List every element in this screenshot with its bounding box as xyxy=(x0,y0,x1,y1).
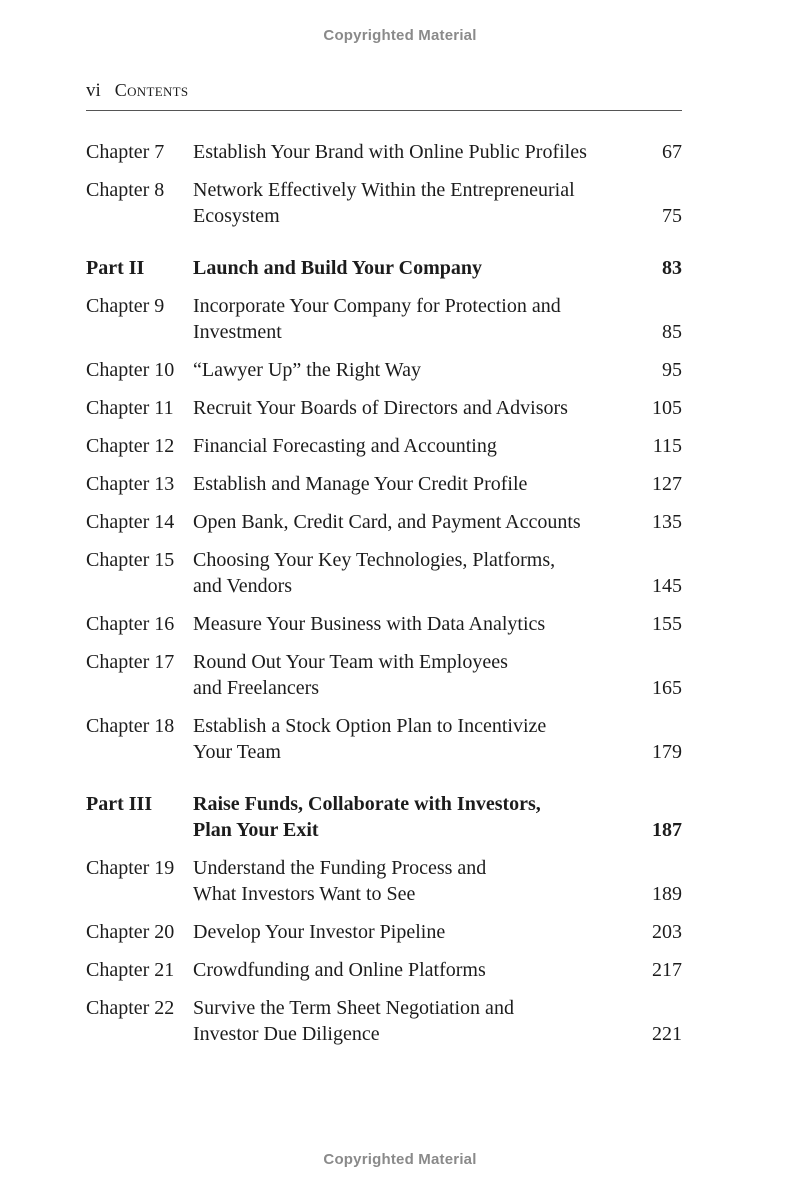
toc-entry-label: Chapter 18 xyxy=(86,715,175,737)
toc-entry-title xyxy=(193,255,623,281)
toc-entry-title-line: Network Effectively Within the Entrepreneurial xyxy=(193,179,575,201)
toc-entry-label: Chapter 15 xyxy=(86,549,175,571)
toc-entry-title-line: Plan Your Exit xyxy=(193,819,319,841)
toc-entry-title-line: Establish Your Brand with Online Public Profiles xyxy=(193,141,587,163)
toc-entry-page-number: 67 xyxy=(662,141,682,163)
toc-chapter-entry xyxy=(86,433,682,459)
toc-chapter-entry xyxy=(86,357,682,383)
toc-chapter-entry xyxy=(86,139,682,165)
toc-entry-label: Chapter 17 xyxy=(86,651,175,673)
toc-entry-title-line: Recruit Your Boards of Directors and Advisors xyxy=(193,397,568,419)
toc-part-entry xyxy=(86,791,682,843)
toc-entry-title-line: Understand the Funding Process and xyxy=(193,857,487,879)
toc-entry-label: Chapter 16 xyxy=(86,613,175,635)
toc-entry-page-number: 127 xyxy=(652,473,682,495)
toc-entry-title-line: Round Out Your Team with Employees xyxy=(193,651,508,673)
toc-entry-title xyxy=(193,649,623,701)
running-head xyxy=(86,80,682,102)
toc-entry-title-line: Survive the Term Sheet Negotiation and xyxy=(193,997,514,1019)
toc-chapter-entry xyxy=(86,919,682,945)
toc-entry-page-number: 179 xyxy=(652,741,682,763)
toc-part-entry xyxy=(86,255,682,281)
toc-entry-title xyxy=(193,471,623,497)
toc-entry-page-number: 189 xyxy=(652,883,682,905)
toc-chapter-entry xyxy=(86,293,682,345)
toc-entry-title-line: Measure Your Business with Data Analytics xyxy=(193,613,546,635)
page-folio: vi xyxy=(86,80,101,101)
toc-entry-title-line: Raise Funds, Collaborate with Investors, xyxy=(193,793,541,815)
toc-entry-page-number: 217 xyxy=(652,959,682,981)
toc-chapter-entry xyxy=(86,547,682,599)
toc-entry-label: Chapter 8 xyxy=(86,179,165,201)
toc-entry-label: Chapter 9 xyxy=(86,295,165,317)
toc-entry-label: Chapter 20 xyxy=(86,921,175,943)
toc-entry-page-number: 83 xyxy=(662,257,682,279)
toc-chapter-entry xyxy=(86,957,682,983)
toc-entry-label: Chapter 14 xyxy=(86,511,175,533)
toc-entry-page-number: 145 xyxy=(652,575,682,597)
toc-chapter-entry xyxy=(86,995,682,1047)
toc-chapter-entry xyxy=(86,509,682,535)
toc-entry-page-number: 155 xyxy=(652,613,682,635)
watermark-top: Copyrighted Material xyxy=(323,27,477,44)
toc-chapter-entry xyxy=(86,395,682,421)
toc-entry-title xyxy=(193,177,623,229)
toc-entry-title-line: Ecosystem xyxy=(193,205,280,227)
toc-entry-label: Chapter 19 xyxy=(86,857,175,879)
toc-chapter-entry xyxy=(86,471,682,497)
toc-entry-title-line: Open Bank, Credit Card, and Payment Accounts xyxy=(193,511,581,533)
toc-entry-label: Chapter 10 xyxy=(86,359,175,381)
toc-entry-title-line: and Freelancers xyxy=(193,677,320,699)
toc-entry-page-number: 85 xyxy=(662,321,682,343)
watermark-bottom: Copyrighted Material xyxy=(323,1151,477,1168)
toc-chapter-entry xyxy=(86,177,682,229)
toc-entry-title-line: Establish and Manage Your Credit Profile xyxy=(193,473,528,495)
toc-entry-page-number: 203 xyxy=(652,921,682,943)
header-rule xyxy=(86,110,682,111)
toc-entry-title xyxy=(193,957,623,983)
toc-entry-title-line: Investor Due Diligence xyxy=(193,1023,380,1045)
toc-entry-title xyxy=(193,357,623,383)
toc-entry-title xyxy=(193,919,623,945)
toc-entry-label: Part II xyxy=(86,257,145,279)
toc-entry-title xyxy=(193,855,623,907)
toc-chapter-entry xyxy=(86,713,682,765)
toc-entry-label: Chapter 12 xyxy=(86,435,175,457)
toc-entry-title xyxy=(193,547,623,599)
toc-entry-label: Chapter 11 xyxy=(86,397,174,419)
toc-entry-title xyxy=(193,395,623,421)
toc-entry-page-number: 75 xyxy=(662,205,682,227)
toc-entry-label: Chapter 21 xyxy=(86,959,175,981)
toc-entry-label: Chapter 7 xyxy=(86,141,165,163)
toc-entry-title xyxy=(193,791,623,843)
toc-entry-label: Chapter 22 xyxy=(86,997,175,1019)
toc-entry-title xyxy=(193,611,623,637)
toc-entry-title-line: Develop Your Investor Pipeline xyxy=(193,921,446,943)
toc-entry-title-line: Investment xyxy=(193,321,282,343)
toc-entry-title-line: Crowdfunding and Online Platforms xyxy=(193,959,486,981)
toc-entry-title-line: Choosing Your Key Technologies, Platforms, xyxy=(193,549,556,571)
toc-chapter-entry xyxy=(86,855,682,907)
toc-entry-title-line: Launch and Build Your Company xyxy=(193,257,483,279)
toc-entry-title-line: Your Team xyxy=(193,741,281,763)
table-of-contents xyxy=(86,139,682,1059)
toc-entry-page-number: 135 xyxy=(652,511,682,533)
section-title: Contents xyxy=(114,80,189,100)
toc-entry-title xyxy=(193,509,623,535)
toc-entry-page-number: 115 xyxy=(652,435,682,457)
toc-entry-title xyxy=(193,713,623,765)
toc-entry-title xyxy=(193,433,623,459)
toc-entry-title-line: and Vendors xyxy=(193,575,293,597)
toc-entry-page-number: 187 xyxy=(652,819,682,841)
toc-entry-title xyxy=(193,995,623,1047)
toc-entry-title-line: Financial Forecasting and Accounting xyxy=(193,435,497,457)
toc-entry-title xyxy=(193,293,623,345)
toc-chapter-entry xyxy=(86,649,682,701)
toc-entry-page-number: 95 xyxy=(662,359,682,381)
toc-chapter-entry xyxy=(86,611,682,637)
toc-entry-page-number: 165 xyxy=(652,677,682,699)
toc-entry-title-line: What Investors Want to See xyxy=(193,883,416,905)
toc-entry-label: Chapter 13 xyxy=(86,473,175,495)
toc-entry-title-line: Establish a Stock Option Plan to Incentivize xyxy=(193,715,547,737)
toc-entry-title-line: Incorporate Your Company for Protection and xyxy=(193,295,561,317)
toc-entry-page-number: 105 xyxy=(652,397,682,419)
toc-entry-title xyxy=(193,139,623,165)
toc-entry-title-line: “Lawyer Up” the Right Way xyxy=(193,359,421,381)
toc-entry-page-number: 221 xyxy=(652,1023,682,1045)
toc-entry-label: Part III xyxy=(86,793,153,815)
